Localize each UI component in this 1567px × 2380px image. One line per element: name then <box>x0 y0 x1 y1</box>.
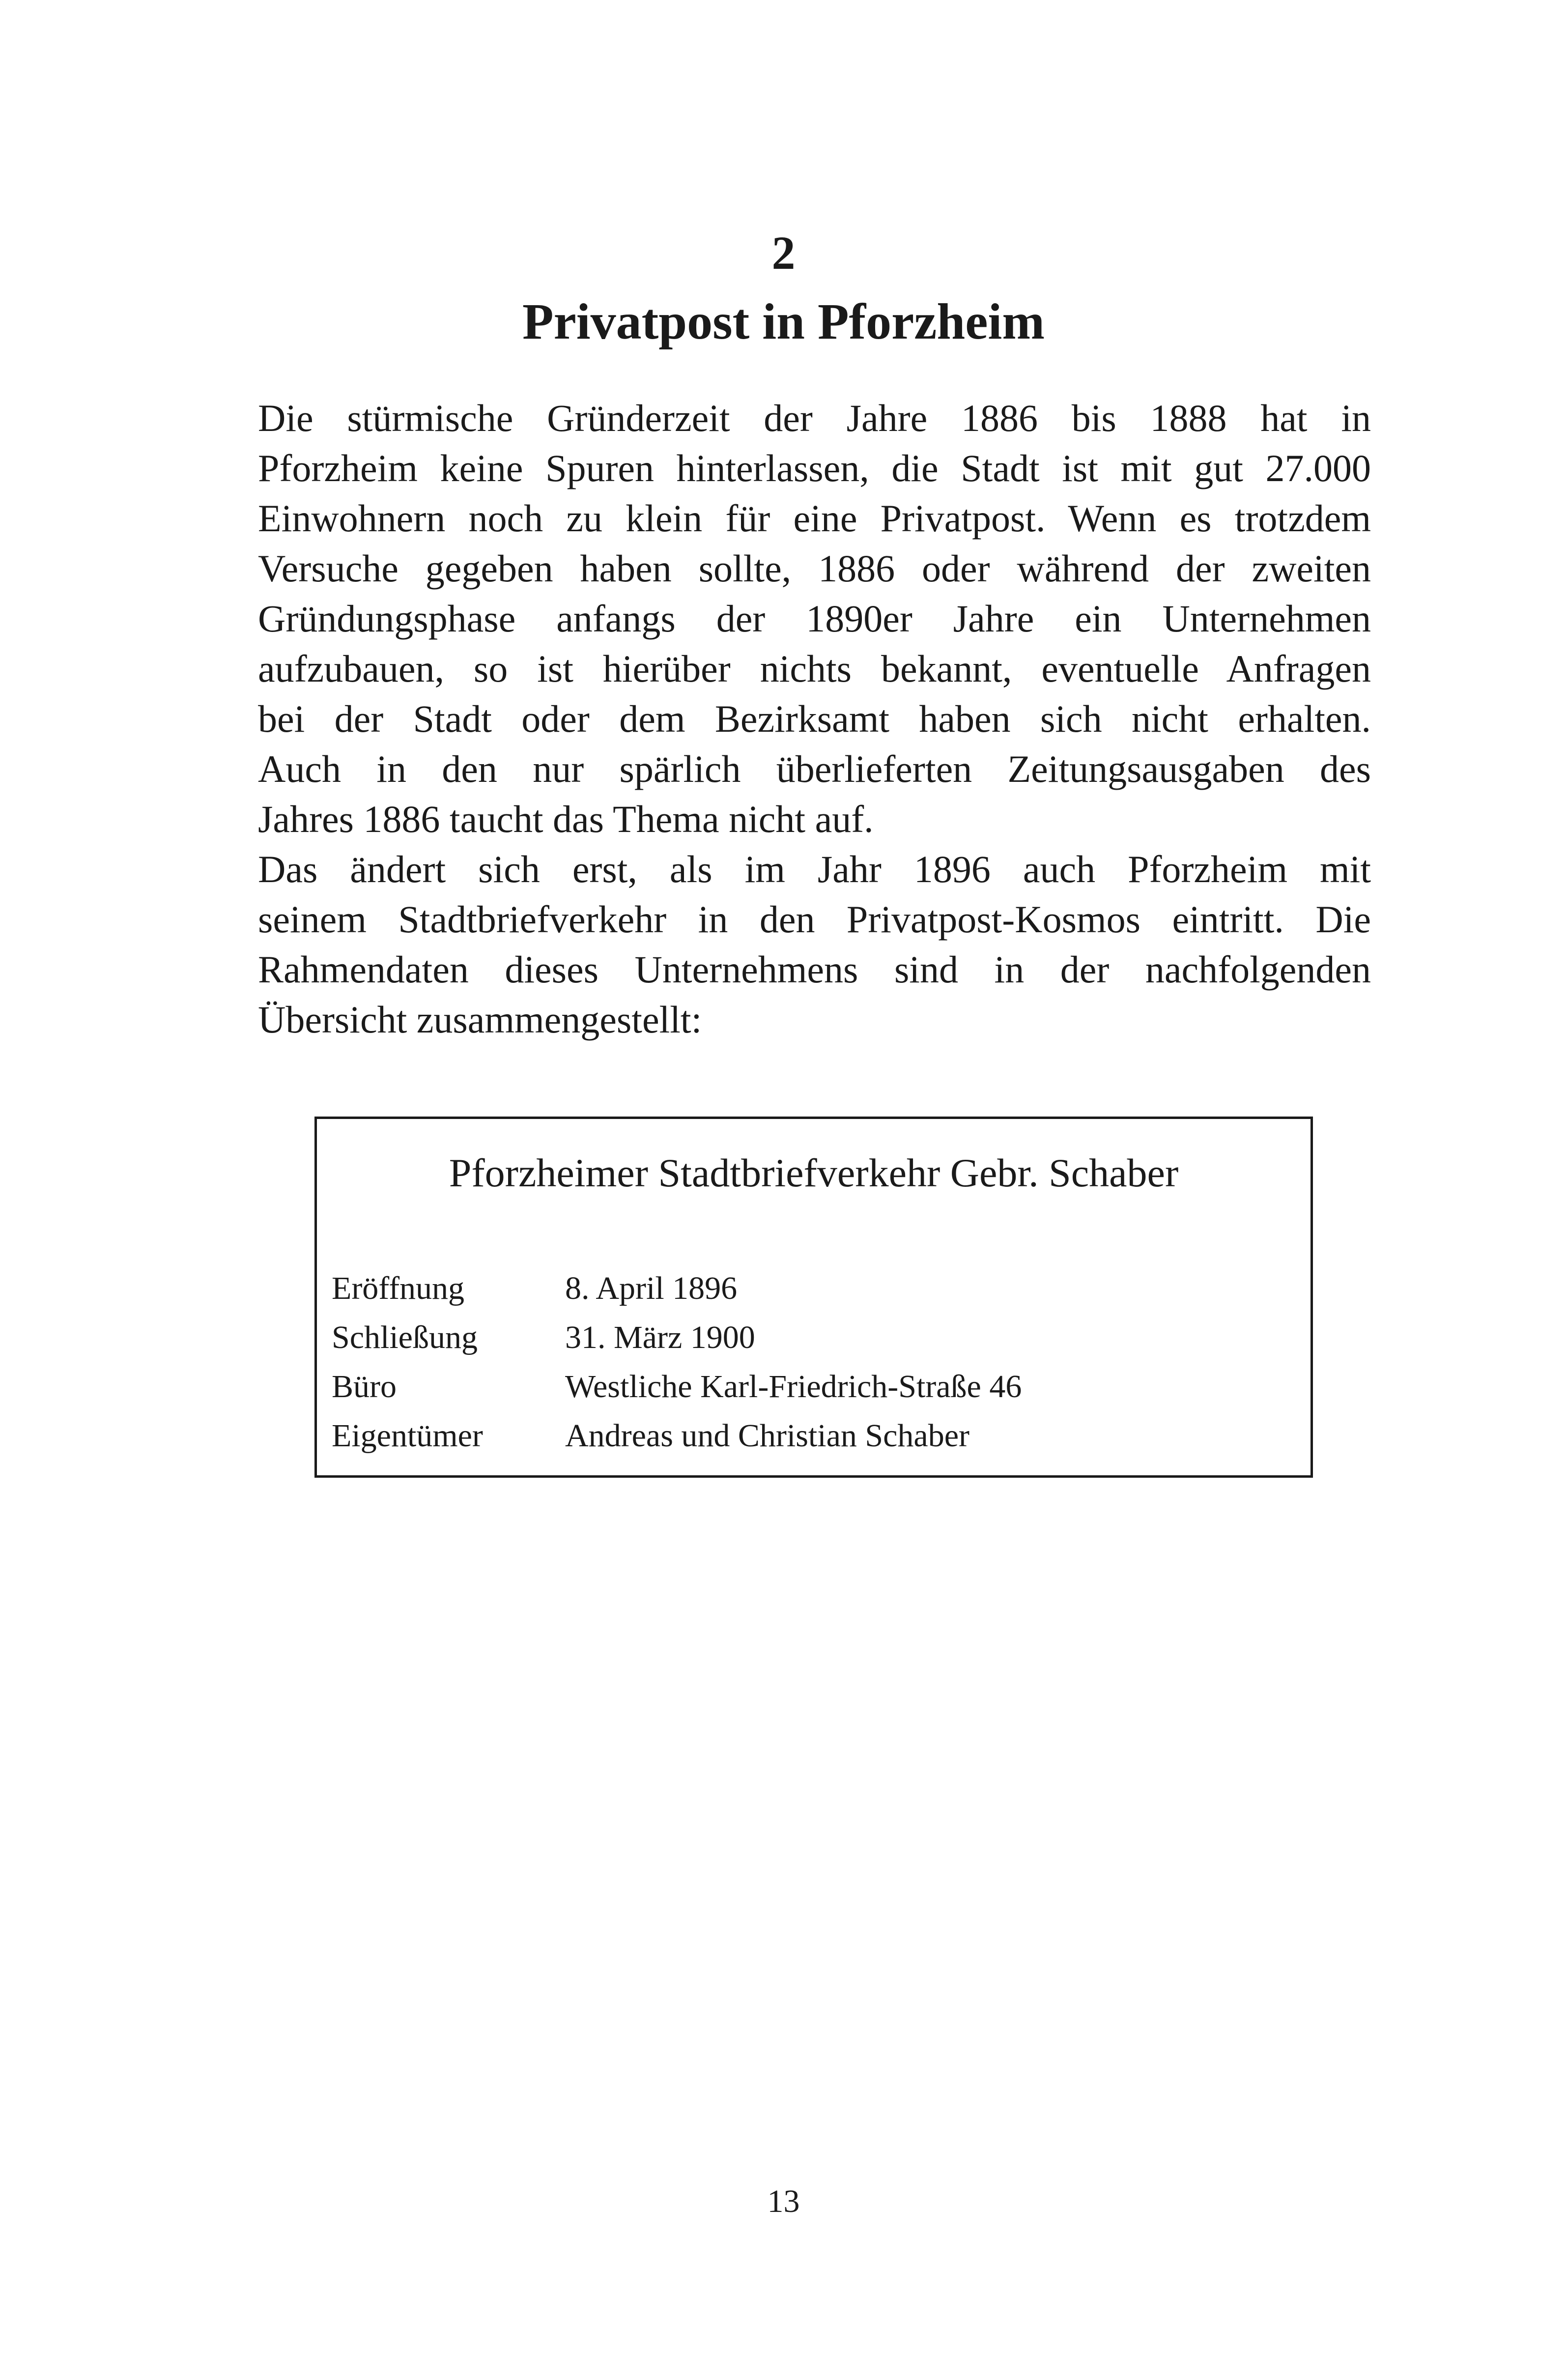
body-line: Gründungsphase anfangs der 1890er Jahre ein Unternehmen <box>258 597 1371 640</box>
body-line: Das ändert sich erst, als im Jahr 1896 auch Pforzheim mit <box>258 848 1371 890</box>
chapter-title: Privatpost in Pforzheim <box>522 293 1045 350</box>
info-value: Westliche Karl-Friedrich-Straße 46 <box>565 1369 1022 1405</box>
body-line: Rahmendaten dieses Unternehmens sind in der nachfolgenden <box>258 948 1371 991</box>
page-number: 13 <box>767 2183 800 2219</box>
info-row-owner <box>332 1414 969 1458</box>
info-row-opening <box>332 1266 737 1311</box>
info-value: Andreas und Christian Schaber <box>565 1418 969 1454</box>
info-key: Büro <box>332 1369 397 1405</box>
body-line: aufzubauen, so ist hierüber nichts bekannt, eventuelle Anfragen <box>258 647 1371 690</box>
body-line: seinem Stadtbriefverkehr in den Privatpost-Kosmos eintritt. Die <box>258 898 1371 941</box>
info-value: 8. April 1896 <box>565 1270 738 1306</box>
body-line: Die stürmische Gründerzeit der Jahre 1886 bis 1888 hat in <box>258 397 1371 439</box>
chapter-number: 2 <box>771 227 796 279</box>
body-line: Versuche gegeben haben sollte, 1886 oder während der zweiten <box>258 547 1371 590</box>
info-box <box>314 1117 1313 1478</box>
body-text <box>258 393 1371 1045</box>
info-key: Eigentümer <box>332 1418 483 1454</box>
info-value: 31. März 1900 <box>565 1319 755 1355</box>
body-line: Jahres 1886 taucht das Thema nicht auf. <box>258 798 874 840</box>
body-line: bei der Stadt oder dem Bezirksamt haben sich nicht erhalten. <box>258 697 1371 740</box>
info-box-title: Pforzheimer Stadtbriefverkehr Gebr. Schaber <box>449 1150 1179 1195</box>
info-row-closing <box>332 1316 755 1360</box>
info-row-office <box>332 1365 1022 1409</box>
body-line: Übersicht zusammengestellt: <box>258 998 702 1041</box>
info-key: Schließung <box>332 1319 478 1355</box>
body-line: Pforzheim keine Spuren hinterlassen, die Stadt ist mit gut 27.000 <box>258 447 1371 489</box>
info-key: Eröffnung <box>332 1270 465 1306</box>
body-line: Einwohnern noch zu klein für eine Privatpost. Wenn es trotzdem <box>258 497 1371 540</box>
body-line: Auch in den nur spärlich überlieferten Zeitungsausgaben des <box>258 747 1371 790</box>
